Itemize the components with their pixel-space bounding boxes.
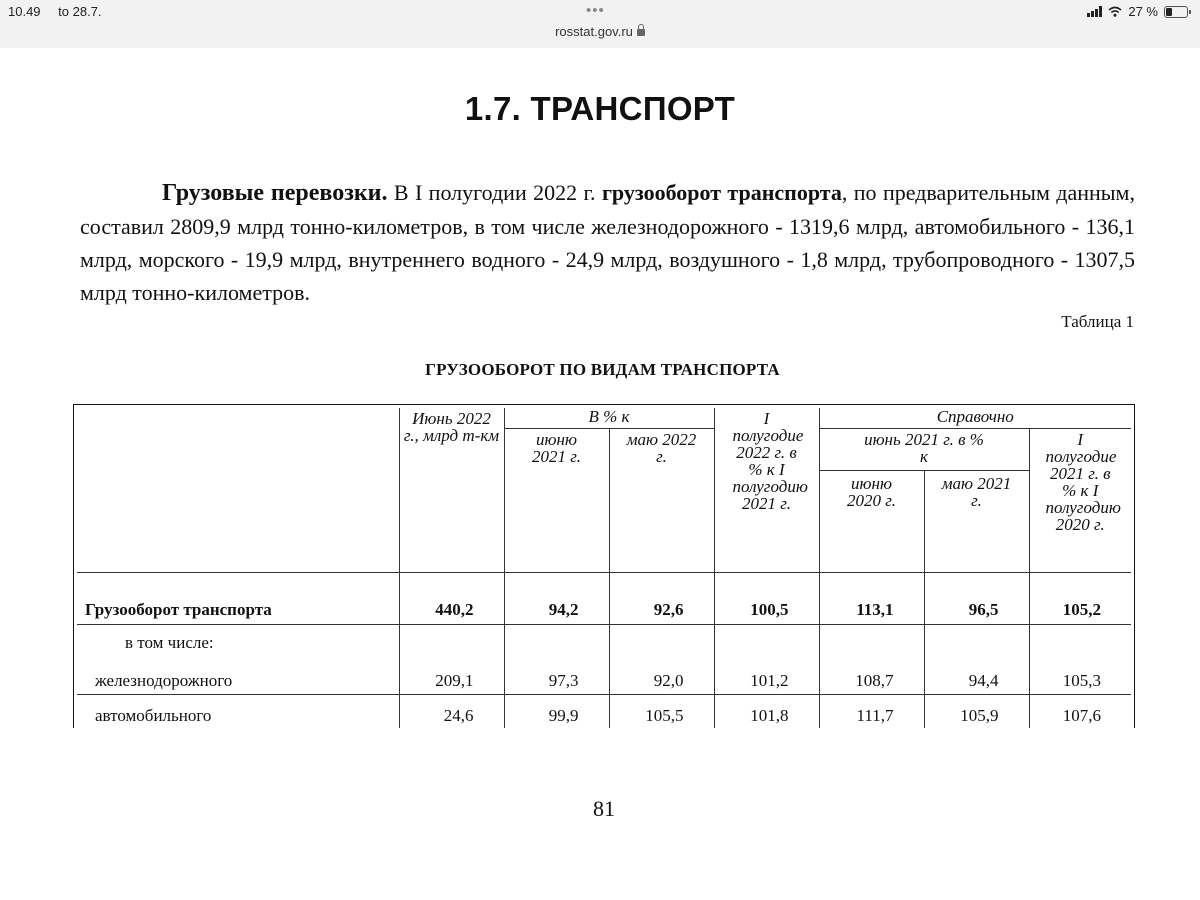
freight-table-frame: [73, 404, 1135, 728]
table-row: [77, 624, 1131, 694]
paragraph-lead: Грузовые перевозки.: [162, 180, 388, 206]
row-label: Грузооборот транспорта: [77, 572, 399, 624]
cell-value: 94,4: [924, 624, 1029, 694]
cell-value: 99,9: [504, 694, 609, 728]
cell-value: 97,3: [504, 624, 609, 694]
table-number: Таблица 1: [1061, 312, 1134, 331]
header-to-may-2021: маю 2021 г.: [924, 470, 1029, 572]
freight-table: [77, 408, 1131, 728]
row-label: железнодорожного: [95, 670, 233, 690]
cell-value: 113,1: [819, 572, 924, 624]
header-half-year: I полугодие 2022 г. в % к I полугодию 2021 г.: [714, 408, 819, 572]
cell-value: 101,2: [714, 624, 819, 694]
lock-icon: [637, 29, 645, 36]
row-label: автомобильного: [77, 694, 399, 728]
cell-value: 92,0: [609, 624, 714, 694]
cell-value: 96,5: [924, 572, 1029, 624]
cell-value: 108,7: [819, 624, 924, 694]
cellular-signal-icon: [1087, 6, 1102, 17]
cell-value: 24,6: [399, 694, 504, 728]
cell-value: 94,2: [504, 572, 609, 624]
cell-value: 111,7: [819, 694, 924, 728]
cell-value: 107,6: [1029, 694, 1131, 728]
cell-value: 440,2: [399, 572, 504, 624]
header-empty: [77, 408, 399, 572]
cell-value: 209,1: [399, 624, 504, 694]
header-pct-to: В % к: [504, 408, 714, 428]
cell-value: 105,9: [924, 694, 1029, 728]
cell-value: 105,3: [1029, 624, 1131, 694]
page-number: 81: [593, 796, 615, 821]
header-june-2021-pct: июнь 2021 г. в % к: [819, 428, 1029, 470]
address-bar[interactable]: [0, 22, 1200, 48]
header-half-year-2021: I полугодие 2021 г. в % к I полугодию 2020 г.: [1029, 428, 1131, 572]
wifi-icon: [1108, 6, 1122, 17]
battery-percent: 27 %: [1128, 4, 1158, 19]
paragraph-part1: В I полугодии 2022 г.: [387, 180, 602, 205]
cell-value: 92,6: [609, 572, 714, 624]
table-row: [77, 572, 1131, 624]
table-row: [77, 694, 1131, 728]
freight-paragraph: [80, 176, 1135, 309]
multitasking-dots-icon[interactable]: •••: [586, 2, 605, 19]
table-title: ГРУЗООБОРОТ ПО ВИДАМ ТРАНСПОРТА: [425, 360, 780, 379]
row-prefix: в том числе:: [125, 632, 214, 652]
cell-value: 101,8: [714, 694, 819, 728]
cell-value: 100,5: [714, 572, 819, 624]
header-to-june-2021: июню 2021 г.: [504, 428, 609, 572]
paragraph-bold-term: грузооборот транспорта: [601, 180, 842, 205]
battery-icon: [1164, 6, 1188, 18]
cell-value: 105,2: [1029, 572, 1131, 624]
header-june-2022: Июнь 2022 г., млрд т-км: [399, 408, 504, 572]
cell-value: 105,5: [609, 694, 714, 728]
paragraph-part2: , по предварительным данным, составил 2809,9 млрд тонно-километров, в том числе железнодорожного - 1319,6 млрд, автомобильного - 136,1 млрд, морского - 19,9 млрд, внутреннего водного - 24,9 млрд, воздушного - 1,8 млрд, трубопроводного - 1307,5 млрд тонно-километров.: [80, 180, 1135, 305]
status-date: to 28.7.: [58, 4, 102, 19]
url-text[interactable]: rosstat.gov.ru: [555, 24, 633, 39]
header-to-june-2020: июню 2020 г.: [819, 470, 924, 572]
header-to-may-2022: маю 2022 г.: [609, 428, 714, 572]
header-reference: Справочно: [819, 408, 1131, 428]
status-time: 10.49: [8, 4, 41, 19]
section-title: 1.7. ТРАНСПОРТ: [464, 90, 736, 127]
